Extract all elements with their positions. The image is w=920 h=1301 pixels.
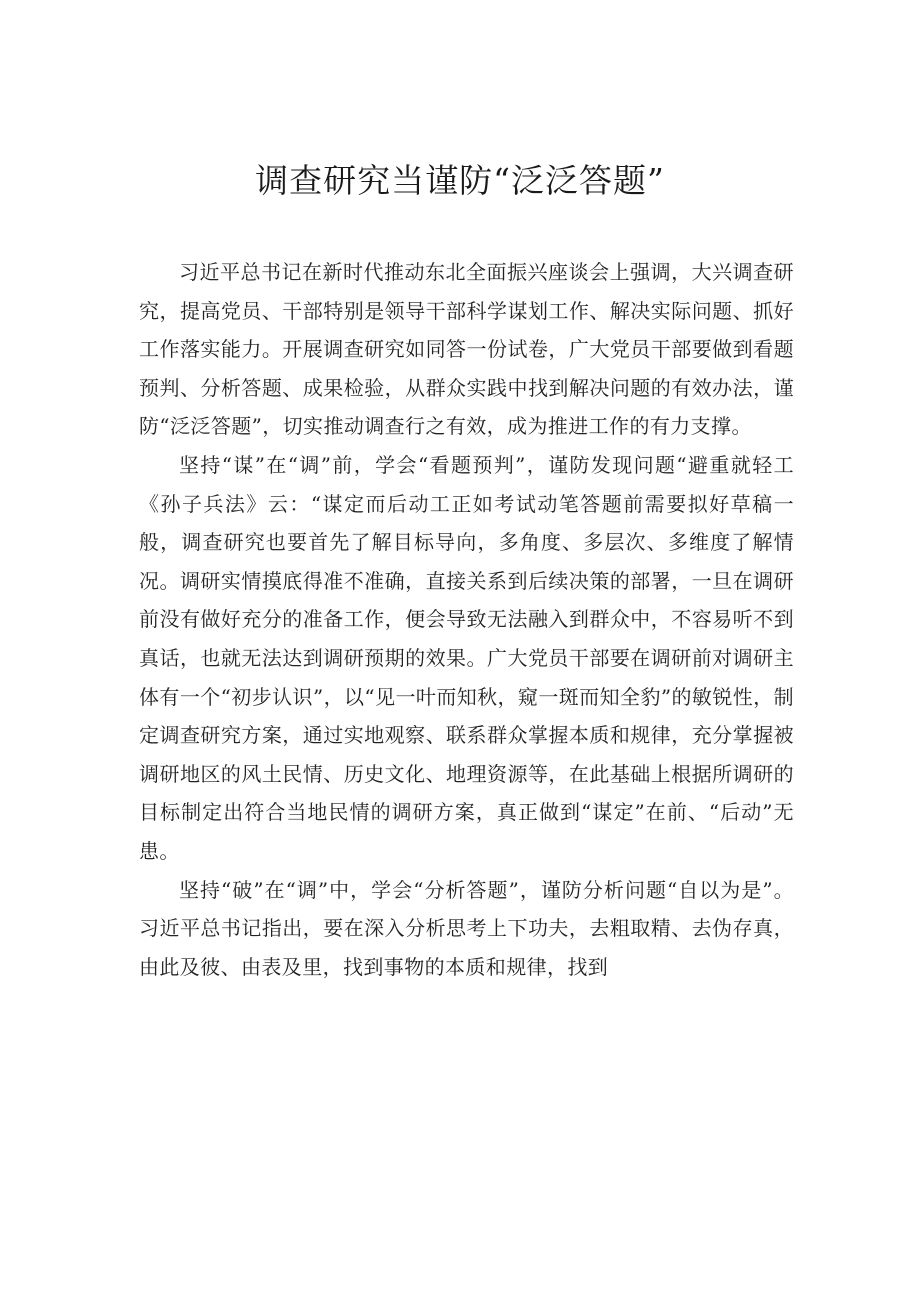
paragraph-3: 坚持“破”在“调”中，学会“分析答题”，谨防分析问题“自以为是”。习近平总书记指出，要在深入分析思考上下功夫，去粗取精、去伪存真，由此及彼、由表及里，找到事物的本质和规律，找到 [139,877,794,979]
paragraph-1: 习近平总书记在新时代推动东北全面振兴座谈会上强调，大兴调查研究，提高党员、干部特别是领导干部科学谋划工作、解决实际问题、抓好工作落实能力。开展调查研究如同答一份试卷，广大党员干部要做到看题预判、分析答题、成果检验，从群众实践中找到解决问题的有效办法，谨防“泛泛答题”，切实推动调查行之有效，成为推进工作的有力支撑。 [139,260,794,439]
paragraph-2: 坚持“谋”在“调”前，学会“看题预判”，谨防发现问题“避重就轻工《孙子兵法》云：“谋定而后动工正如考试动笔答题前需要拟好草稿一般，调查研究也要首先了解目标导向，多角度、多层次、多维度了解情况。调研实情摸底得准不准确，直接关系到后续决策的部署，一旦在调研前没有做好充分的准备工作，便会导致无法融入到群众中，不容易听不到真话，也就无法达到调研预期的效果。广大党员干部要在调研前对调研主体有一个“初步认识”，以“见一叶而知秋，窥一斑而知全豹”的敏锐性，制定调查研究方案，通过实地观察、联系群众掌握本质和规律，充分掌握被调研地区的风土民情、历史文化、地理资源等，在此基础上根据所调研的目标制定出符合当地民情的调研方案，真正做到“谋定”在前、“后动”无患。 [139,452,794,863]
document-body [139,253,794,986]
document-title: 调查研究当谨防“泛泛答题” [255,161,665,200]
